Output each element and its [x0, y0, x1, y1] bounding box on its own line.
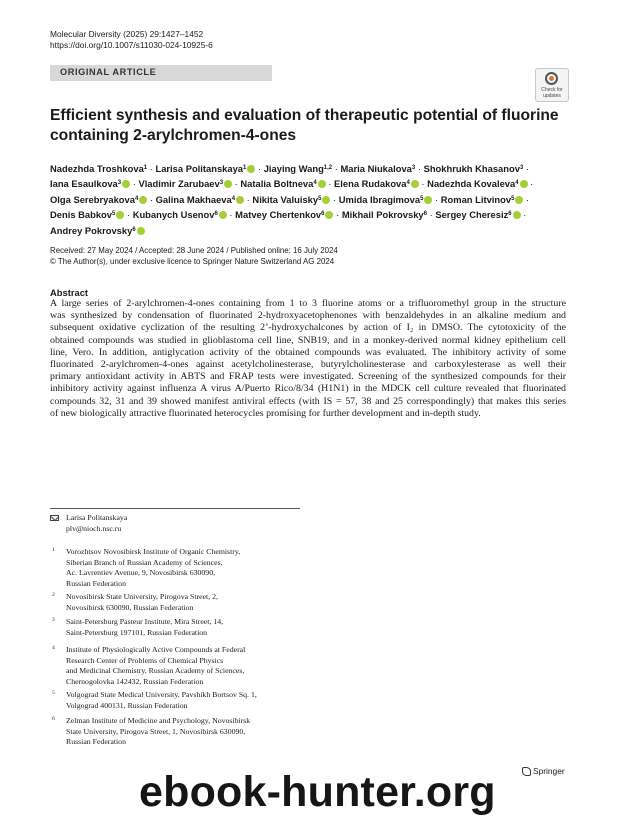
affiliation-line: State University, Pirogova Street, 1, Novosibirsk 630090, — [66, 726, 246, 736]
author[interactable] — [50, 225, 145, 236]
dates-line: Received: 27 May 2024 / Accepted: 28 June 2024 / Published online: 16 July 2024 — [50, 246, 338, 255]
author-separator: · — [332, 163, 341, 174]
author-affiliation-mark: 5 — [420, 195, 424, 202]
envelope-icon — [50, 515, 59, 521]
corresponding-author: Larisa Politanskaya — [66, 513, 128, 522]
author[interactable] — [441, 194, 524, 205]
author-name: Andrey Pokrovsky — [50, 224, 133, 236]
springer-horse-icon — [522, 767, 531, 776]
author-name: Nadezhda Kovaleva — [427, 178, 516, 190]
orcid-icon[interactable] — [122, 180, 130, 188]
abstract-line: fluorinated 2-arylchromen-4-ones against acetylcholinesterase, butyrylcholinesterase and carboxylesterase as well their — [50, 359, 566, 371]
author-separator: · — [147, 163, 156, 174]
affiliation-number: 3 — [52, 617, 55, 623]
abstract-line: A large series of 2-arylchromen-4-ones containing from 1 to 3 fluorine atoms or a trifluoromethyl group in the structure — [50, 298, 566, 309]
author[interactable] — [138, 178, 232, 189]
author[interactable] — [50, 163, 147, 174]
author[interactable] — [342, 209, 427, 220]
affiliation-line: Volgograd 400131, Russian Federation — [66, 700, 188, 710]
author[interactable] — [424, 163, 524, 174]
author[interactable] — [50, 209, 124, 220]
author[interactable] — [240, 178, 325, 189]
abstract-line: inhibitory activity against influenza A virus A/Puerto Rico/8/34 (H1N1) in the MDCK cell culture revealed that fluorinated — [50, 383, 566, 395]
author-name: Galina Makhaeva — [155, 193, 232, 205]
author-name: Natalia Boltneva — [240, 178, 314, 190]
author-name: Roman Litvinov — [440, 193, 512, 205]
author-separator: · — [226, 209, 236, 221]
orcid-icon[interactable] — [411, 180, 419, 188]
footnote-divider — [50, 508, 300, 509]
author-affiliation-mark: 1 — [143, 165, 148, 171]
journal-citation — [50, 29, 213, 52]
article-title — [50, 106, 560, 146]
author-name: Maria Niukalova — [340, 163, 412, 174]
affiliation-number: 2 — [52, 592, 55, 598]
abstract-line: was synthesized by condensation of fluorinated 2-hydroxyacetophenones with benzaldehydes in an alkaline medium and — [50, 310, 566, 322]
publisher-name: Springer — [533, 766, 565, 776]
affiliation-line: Novosibirsk State University, Pirogova Street, 2, — [66, 592, 218, 601]
author-affiliation-mark: 4 — [515, 180, 519, 187]
orcid-icon[interactable] — [318, 180, 326, 188]
author-name: Nikita Valuisky — [252, 193, 319, 205]
author-affiliation-mark: 4 — [313, 180, 317, 187]
author-name: Matvey Chertenkov — [235, 209, 322, 221]
abstract-line: compounds 32, 31 and 39 showed manifest antiviral effects (with IS = 57, 38 and 25 correspondingly) that makes this series — [50, 395, 566, 407]
author-affiliation-mark: 4 — [231, 195, 236, 202]
affiliation-number: 6 — [52, 716, 55, 722]
author-name: Nadezhda Troshkova — [50, 163, 144, 174]
abstract-body — [50, 298, 566, 420]
author-separator: · — [124, 209, 133, 221]
author-separator: · — [330, 193, 339, 205]
article-type-label: ORIGINAL ARTICLE — [60, 67, 157, 77]
author-name: Umida Ibragimova — [338, 193, 421, 205]
author[interactable] — [264, 163, 332, 174]
orcid-icon[interactable] — [219, 211, 227, 219]
author-name: Shokhrukh Khasanov — [423, 163, 520, 174]
author-affiliation-mark: 1,2 — [323, 165, 333, 171]
author[interactable] — [252, 194, 330, 205]
author-affiliation-mark: 5 — [318, 195, 322, 202]
author-separator: · — [523, 163, 530, 174]
orcid-icon[interactable] — [137, 227, 145, 235]
author-separator: · — [147, 193, 156, 205]
check-updates-icon — [545, 72, 558, 85]
abstract-line: of new biologically attractive fluorinated heterocycles promising for further development and in-depth study. — [50, 407, 481, 419]
author[interactable] — [427, 178, 527, 189]
abstract-line: line, Vero. In addition, antiglycation activity of the obtained compounds was evaluated. The inhibitory activity of some — [50, 346, 566, 358]
author-affiliation-mark: 5 — [112, 211, 116, 218]
author-affiliation-mark: 4 — [134, 195, 139, 202]
title-line-1: Efficient synthesis and evaluation of therapeutic potential of fluorine — [50, 107, 559, 124]
author-affiliation-mark: 3 — [519, 165, 524, 171]
author-name: Mikhail Pokrovsky — [341, 209, 424, 221]
author-name: Elena Rudakova — [334, 178, 407, 190]
affiliation-line: Institute of Physiologically Active Compounds at Federal — [66, 645, 246, 654]
author-list — [50, 161, 570, 238]
orcid-icon[interactable] — [520, 180, 528, 188]
author-separator: · — [426, 209, 436, 221]
author-affiliation-mark: 4 — [406, 180, 410, 187]
author[interactable] — [235, 209, 333, 220]
affiliation-line: Zelman Institute of Medicine and Psychology, Novosibirsk — [66, 716, 251, 725]
author-affiliation-mark: 5 — [511, 195, 515, 202]
affiliation-line: and Medicinal Chemistry, Russian Academy of Sciences, — [66, 666, 245, 675]
title-line-2: containing 2-arylchromen-4-ones — [50, 127, 297, 144]
orcid-icon[interactable] — [224, 180, 232, 188]
author-name: Larisa Politanskaya — [155, 163, 244, 174]
abstract-line: obtained compounds was studied in glioblastoma cell line, SNB19, and in a monkey-derived normal kidney epithelium cell — [50, 334, 566, 346]
corresponding-email[interactable]: plv@nioch.nsc.ru — [66, 523, 122, 533]
author-name: Kubanych Usenov — [132, 209, 215, 221]
author[interactable] — [334, 178, 419, 189]
watermark: ebook-hunter.org — [139, 768, 496, 816]
affiliation-line: Saint-Petersburg Pasteur Institute, Mira Street, 14, — [66, 617, 224, 626]
author-affiliation-mark: 6 — [508, 211, 512, 218]
author[interactable] — [156, 194, 244, 205]
author-affiliation-mark: 6 — [423, 211, 427, 218]
journal-name-volume: Molecular Diversity (2025) 29:1427–1452 — [50, 29, 204, 39]
author-affiliation-mark: 3 — [117, 180, 122, 187]
author[interactable] — [50, 178, 130, 189]
copyright-line: © The Author(s), under exclusive licence to Springer Nature Switzerland AG 2024 — [50, 256, 335, 266]
author[interactable] — [155, 163, 255, 174]
affiliation-line: Vorozhtsov Novosibirsk Institute of Organic Chemistry, — [66, 547, 241, 556]
abstract-line: primary antioxidant activity in ABTS and FRAP tests were investigated. Screening of the synthesized compounds for their — [50, 371, 566, 383]
abstract-heading: Abstract — [50, 287, 89, 298]
affiliation-line: Saint-Petersburg 197101, Russian Federation — [66, 627, 208, 637]
author-separator: · — [418, 178, 428, 190]
affiliation-line: Novosibirsk 630090, Russian Federation — [66, 602, 194, 612]
check-updates-line1: Check for — [541, 87, 563, 93]
author-name: Denis Babkov — [50, 209, 112, 221]
author-separator: · — [333, 209, 342, 221]
check-for-updates-badge[interactable] — [535, 68, 569, 102]
author-separator: · — [527, 178, 534, 190]
publisher-logo — [522, 766, 565, 776]
affiliation-line: Research Center of Problems of Chemical Physics — [66, 655, 224, 665]
author-name: Sergey Cheresiz — [435, 209, 509, 221]
author-separator: · — [255, 163, 264, 174]
affiliation-line: Russian Federation — [66, 737, 126, 746]
author-affiliation-mark: 1 — [243, 165, 247, 171]
author-separator: · — [232, 178, 241, 190]
author-affiliation-mark: 6 — [132, 226, 136, 233]
author-affiliation-mark: 6 — [321, 211, 325, 218]
author-name: Iana Esaulkova — [50, 178, 118, 190]
author[interactable] — [339, 194, 433, 205]
affiliation-line: Chernogolovka 142432, Russian Federation — [66, 676, 204, 686]
affiliation-line: Siberian Branch of Russian Academy of Sciences, — [66, 557, 223, 567]
author-separator: · — [130, 178, 139, 190]
journal-doi-link[interactable]: https://doi.org/10.1007/s11030-024-10925-6 — [50, 40, 213, 51]
author-affiliation-mark: 3 — [411, 165, 416, 171]
article-type-banner — [50, 65, 272, 81]
author-separator: · — [244, 193, 253, 205]
author-affiliation-mark: 3 — [219, 180, 224, 187]
publication-dates — [50, 246, 338, 267]
author-name: Vladimir Zarubaev — [138, 178, 220, 190]
affiliation-line: Volgograd State Medical University, Pavshikh Bortsov Sq. 1, — [66, 690, 257, 699]
orcid-icon[interactable] — [236, 196, 244, 204]
orcid-icon[interactable] — [513, 211, 521, 219]
affiliation-number: 1 — [52, 547, 55, 553]
author-separator: · — [520, 209, 527, 221]
author[interactable] — [133, 209, 227, 220]
author-affiliation-mark: 6 — [214, 211, 218, 218]
author[interactable] — [340, 163, 415, 174]
author[interactable] — [50, 194, 147, 205]
abstract-line: subsequent oxidative cyclization of the resulting 2’-hydroxychalcones by action of I₂ in DMSO. The cytotoxicity of the — [50, 322, 566, 334]
affiliation-number: 5 — [52, 690, 55, 696]
affiliation-line: Ac. Lavrentiev Avenue, 9, Novosibirsk 630090, — [66, 568, 216, 577]
author-name: Olga Serebryakova — [50, 193, 135, 205]
affiliation-line: Russian Federation — [66, 578, 126, 588]
author-separator: · — [415, 163, 424, 174]
check-updates-line2: updates — [543, 92, 561, 99]
author-separator: · — [523, 193, 530, 205]
author-name: Jiaying Wang — [263, 163, 324, 174]
affiliation-number: 4 — [52, 645, 55, 651]
author-separator: · — [325, 178, 335, 190]
author[interactable] — [435, 209, 520, 220]
author-separator: · — [432, 193, 441, 205]
